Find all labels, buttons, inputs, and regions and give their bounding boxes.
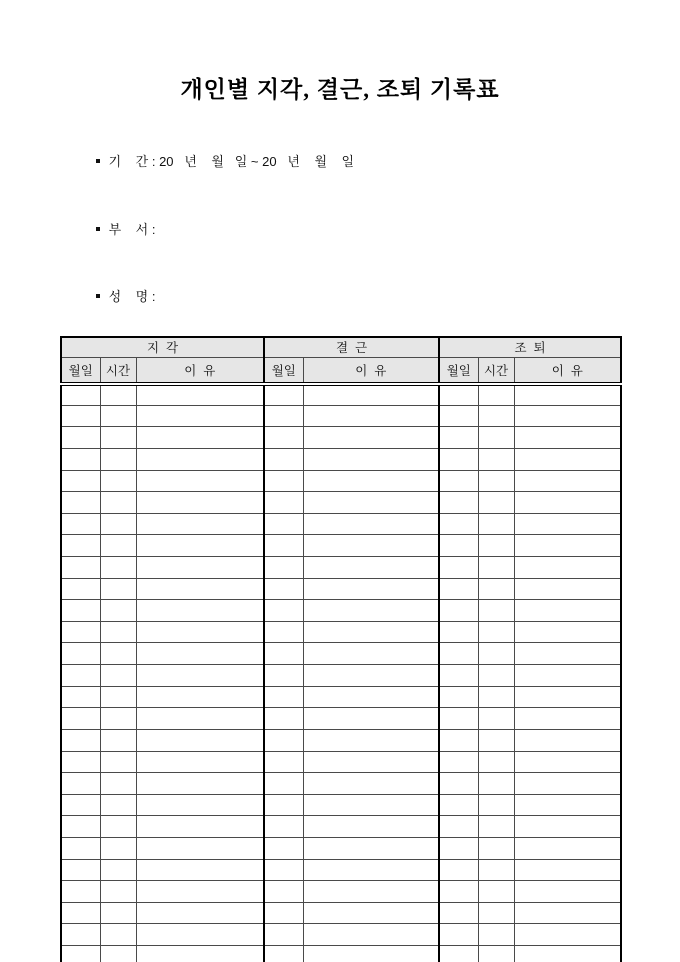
table-row xyxy=(61,902,621,924)
record-cell[interactable] xyxy=(264,643,303,665)
record-cell[interactable] xyxy=(100,881,136,903)
record-cell[interactable] xyxy=(264,729,303,751)
record-cell[interactable] xyxy=(61,816,100,838)
record-cell[interactable] xyxy=(61,600,100,622)
record-cell[interactable] xyxy=(514,816,621,838)
record-cell[interactable] xyxy=(136,578,264,600)
record-cell[interactable] xyxy=(514,729,621,751)
table-row xyxy=(61,686,621,708)
record-cell[interactable] xyxy=(264,600,303,622)
record-cell[interactable] xyxy=(100,837,136,859)
record-cell[interactable] xyxy=(100,665,136,687)
column-header-time: 시간 xyxy=(100,358,136,384)
record-cell[interactable] xyxy=(514,448,621,470)
table-row xyxy=(61,578,621,600)
record-cell[interactable] xyxy=(303,643,439,665)
column-header-date: 월일 xyxy=(439,358,478,384)
record-cell[interactable] xyxy=(478,557,514,579)
record-cell[interactable] xyxy=(61,427,100,449)
record-cell[interactable] xyxy=(439,686,478,708)
record-cell[interactable] xyxy=(61,405,100,427)
record-cell[interactable] xyxy=(61,946,100,962)
record-cell[interactable] xyxy=(303,405,439,427)
record-cell[interactable] xyxy=(478,384,514,406)
bullet-icon xyxy=(96,159,100,163)
table-row xyxy=(61,859,621,881)
record-cell[interactable] xyxy=(478,946,514,962)
record-cell[interactable] xyxy=(100,492,136,514)
record-cell[interactable] xyxy=(136,448,264,470)
record-cell[interactable] xyxy=(61,837,100,859)
record-cell[interactable] xyxy=(61,859,100,881)
record-cell[interactable] xyxy=(478,686,514,708)
column-header-reason: 이 유 xyxy=(136,358,264,384)
table-row xyxy=(61,751,621,773)
info-item-period xyxy=(74,129,620,196)
record-cell[interactable] xyxy=(100,557,136,579)
record-cell[interactable] xyxy=(100,405,136,427)
info-item-name xyxy=(74,263,620,330)
record-cell[interactable] xyxy=(514,946,621,962)
record-cell[interactable] xyxy=(264,773,303,795)
record-cell[interactable] xyxy=(514,405,621,427)
record-cell[interactable] xyxy=(303,924,439,946)
record-cell[interactable] xyxy=(61,448,100,470)
record-cell[interactable] xyxy=(264,902,303,924)
record-cell[interactable] xyxy=(136,557,264,579)
record-cell[interactable] xyxy=(136,859,264,881)
record-cell[interactable] xyxy=(514,708,621,730)
table-row xyxy=(61,621,621,643)
record-cell[interactable] xyxy=(136,427,264,449)
record-cell[interactable] xyxy=(303,946,439,962)
record-cell[interactable] xyxy=(439,535,478,557)
record-cell[interactable] xyxy=(264,751,303,773)
record-cell[interactable] xyxy=(514,686,621,708)
record-cell[interactable] xyxy=(264,665,303,687)
table-row xyxy=(61,427,621,449)
record-cell[interactable] xyxy=(439,513,478,535)
record-cell[interactable] xyxy=(136,729,264,751)
record-cell[interactable] xyxy=(303,902,439,924)
record-cell[interactable] xyxy=(478,492,514,514)
record-cell[interactable] xyxy=(303,621,439,643)
table-row xyxy=(61,881,621,903)
record-cell[interactable] xyxy=(100,600,136,622)
record-cell[interactable] xyxy=(514,773,621,795)
record-cell[interactable] xyxy=(303,470,439,492)
table-row xyxy=(61,816,621,838)
table-row xyxy=(61,535,621,557)
table-row xyxy=(61,837,621,859)
record-cell[interactable] xyxy=(514,427,621,449)
record-cell[interactable] xyxy=(61,557,100,579)
record-cell[interactable] xyxy=(264,881,303,903)
record-cell[interactable] xyxy=(303,729,439,751)
record-cell[interactable] xyxy=(100,427,136,449)
record-cell[interactable] xyxy=(100,448,136,470)
record-cell[interactable] xyxy=(439,405,478,427)
record-cell[interactable] xyxy=(439,448,478,470)
record-cell[interactable] xyxy=(439,665,478,687)
record-cell[interactable] xyxy=(439,902,478,924)
record-cell[interactable] xyxy=(61,492,100,514)
record-cell[interactable] xyxy=(61,621,100,643)
record-cell[interactable] xyxy=(514,492,621,514)
record-cell[interactable] xyxy=(478,708,514,730)
column-header-reason: 이 유 xyxy=(303,358,439,384)
group-header-absence: 결 근 xyxy=(264,337,439,358)
record-cell[interactable] xyxy=(136,708,264,730)
record-cell[interactable] xyxy=(478,837,514,859)
record-cell[interactable] xyxy=(61,881,100,903)
column-header-date: 월일 xyxy=(264,358,303,384)
record-cell[interactable] xyxy=(514,837,621,859)
record-cell[interactable] xyxy=(136,686,264,708)
record-cell[interactable] xyxy=(514,513,621,535)
record-cell[interactable] xyxy=(136,513,264,535)
record-cell[interactable] xyxy=(439,578,478,600)
record-cell[interactable] xyxy=(478,448,514,470)
record-cell[interactable] xyxy=(514,794,621,816)
record-cell[interactable] xyxy=(264,794,303,816)
record-cell[interactable] xyxy=(100,902,136,924)
record-cell[interactable] xyxy=(100,621,136,643)
column-header-reason: 이 유 xyxy=(514,358,621,384)
record-cell[interactable] xyxy=(514,665,621,687)
record-cell[interactable] xyxy=(514,902,621,924)
table-row xyxy=(61,470,621,492)
record-cell[interactable] xyxy=(478,621,514,643)
record-cell[interactable] xyxy=(264,946,303,962)
bullet-icon xyxy=(96,294,100,298)
record-cell[interactable] xyxy=(100,729,136,751)
record-cell[interactable] xyxy=(61,578,100,600)
record-cell[interactable] xyxy=(136,621,264,643)
group-header-tardiness: 지 각 xyxy=(61,337,264,358)
record-cell[interactable] xyxy=(264,686,303,708)
record-cell[interactable] xyxy=(264,513,303,535)
record-cell[interactable] xyxy=(303,773,439,795)
record-cell[interactable] xyxy=(478,405,514,427)
record-cell[interactable] xyxy=(136,773,264,795)
record-cell[interactable] xyxy=(478,665,514,687)
record-cell[interactable] xyxy=(61,470,100,492)
record-cell[interactable] xyxy=(303,600,439,622)
table-row xyxy=(61,384,621,406)
record-cell[interactable] xyxy=(303,751,439,773)
record-cell[interactable] xyxy=(478,513,514,535)
record-cell[interactable] xyxy=(478,924,514,946)
record-cell[interactable] xyxy=(439,492,478,514)
record-cell[interactable] xyxy=(478,470,514,492)
record-cell[interactable] xyxy=(439,427,478,449)
record-cell[interactable] xyxy=(61,729,100,751)
record-cell[interactable] xyxy=(136,492,264,514)
record-cell[interactable] xyxy=(264,427,303,449)
record-cell[interactable] xyxy=(264,816,303,838)
info-item-department xyxy=(74,196,620,263)
bullet-icon xyxy=(96,227,100,231)
record-cell[interactable] xyxy=(514,600,621,622)
record-cell[interactable] xyxy=(303,881,439,903)
record-cell[interactable] xyxy=(100,816,136,838)
table-row xyxy=(61,600,621,622)
table-row xyxy=(61,946,621,962)
record-cell[interactable] xyxy=(439,837,478,859)
record-cell[interactable] xyxy=(264,448,303,470)
record-cell[interactable] xyxy=(264,708,303,730)
record-cell[interactable] xyxy=(439,557,478,579)
record-cell[interactable] xyxy=(478,578,514,600)
record-cell[interactable] xyxy=(61,708,100,730)
record-cell[interactable] xyxy=(61,773,100,795)
record-cell[interactable] xyxy=(478,751,514,773)
group-header-row xyxy=(61,337,621,358)
record-cell[interactable] xyxy=(264,837,303,859)
record-cell[interactable] xyxy=(136,600,264,622)
record-cell[interactable] xyxy=(478,643,514,665)
record-cell[interactable] xyxy=(303,816,439,838)
group-header-early-leave: 조 퇴 xyxy=(439,337,621,358)
record-cell[interactable] xyxy=(514,535,621,557)
table-row xyxy=(61,405,621,427)
table-row xyxy=(61,513,621,535)
record-cell[interactable] xyxy=(264,578,303,600)
record-cell[interactable] xyxy=(303,665,439,687)
record-cell[interactable] xyxy=(478,535,514,557)
record-cell[interactable] xyxy=(61,902,100,924)
record-cell[interactable] xyxy=(136,837,264,859)
table-row xyxy=(61,643,621,665)
record-cell[interactable] xyxy=(61,665,100,687)
record-cell[interactable] xyxy=(136,665,264,687)
record-cell[interactable] xyxy=(478,859,514,881)
record-cell[interactable] xyxy=(61,794,100,816)
record-cell[interactable] xyxy=(478,600,514,622)
record-cell[interactable] xyxy=(303,492,439,514)
record-cell[interactable] xyxy=(264,924,303,946)
record-cell[interactable] xyxy=(61,751,100,773)
table-row xyxy=(61,448,621,470)
record-cell[interactable] xyxy=(136,405,264,427)
record-cell[interactable] xyxy=(303,859,439,881)
table-row xyxy=(61,773,621,795)
record-cell[interactable] xyxy=(100,643,136,665)
record-cell[interactable] xyxy=(100,686,136,708)
record-cell[interactable] xyxy=(439,384,478,406)
table-row xyxy=(61,492,621,514)
record-cell[interactable] xyxy=(303,384,439,406)
info-department-label: 부 서 : xyxy=(108,221,156,237)
record-cell[interactable] xyxy=(303,513,439,535)
record-cell[interactable] xyxy=(136,924,264,946)
record-cell[interactable] xyxy=(100,535,136,557)
record-cell[interactable] xyxy=(264,470,303,492)
column-header-row xyxy=(61,358,621,384)
record-cell[interactable] xyxy=(514,384,621,406)
record-cell[interactable] xyxy=(439,794,478,816)
record-cell[interactable] xyxy=(478,881,514,903)
info-name-label: 성 명 : xyxy=(108,288,156,304)
page-title: 개인별 지각, 결근, 조퇴 기록표 xyxy=(180,77,500,102)
column-header-date: 월일 xyxy=(61,358,100,384)
record-cell[interactable] xyxy=(100,859,136,881)
record-cell[interactable] xyxy=(100,751,136,773)
record-cell[interactable] xyxy=(478,902,514,924)
record-cell[interactable] xyxy=(100,578,136,600)
table-row xyxy=(61,729,621,751)
record-cell[interactable] xyxy=(514,643,621,665)
record-cell[interactable] xyxy=(478,729,514,751)
record-cell[interactable] xyxy=(136,881,264,903)
record-cell[interactable] xyxy=(264,384,303,406)
record-cell[interactable] xyxy=(100,470,136,492)
record-cell[interactable] xyxy=(303,427,439,449)
record-cell[interactable] xyxy=(61,384,100,406)
record-cell[interactable] xyxy=(61,535,100,557)
table-row xyxy=(61,665,621,687)
record-cell[interactable] xyxy=(478,794,514,816)
record-cell[interactable] xyxy=(100,708,136,730)
record-cell[interactable] xyxy=(514,578,621,600)
record-cell[interactable] xyxy=(61,686,100,708)
table-row xyxy=(61,557,621,579)
record-cell[interactable] xyxy=(100,924,136,946)
record-table-body xyxy=(61,384,621,962)
record-cell[interactable] xyxy=(303,794,439,816)
record-cell[interactable] xyxy=(264,405,303,427)
record-cell[interactable] xyxy=(61,924,100,946)
record-cell[interactable] xyxy=(439,751,478,773)
record-cell[interactable] xyxy=(264,859,303,881)
record-cell[interactable] xyxy=(439,470,478,492)
record-cell[interactable] xyxy=(136,751,264,773)
record-cell[interactable] xyxy=(100,384,136,406)
record-cell[interactable] xyxy=(303,535,439,557)
record-cell[interactable] xyxy=(264,492,303,514)
record-cell[interactable] xyxy=(478,816,514,838)
record-cell[interactable] xyxy=(439,621,478,643)
info-list xyxy=(74,129,620,331)
record-cell[interactable] xyxy=(439,708,478,730)
record-cell[interactable] xyxy=(514,621,621,643)
record-cell[interactable] xyxy=(478,773,514,795)
record-cell[interactable] xyxy=(303,686,439,708)
record-table xyxy=(60,336,622,962)
record-cell[interactable] xyxy=(100,773,136,795)
record-cell[interactable] xyxy=(264,557,303,579)
record-cell[interactable] xyxy=(478,427,514,449)
record-cell[interactable] xyxy=(514,470,621,492)
record-cell[interactable] xyxy=(514,881,621,903)
table-row xyxy=(61,924,621,946)
record-cell[interactable] xyxy=(439,773,478,795)
record-cell[interactable] xyxy=(439,643,478,665)
record-cell[interactable] xyxy=(264,621,303,643)
record-cell[interactable] xyxy=(439,859,478,881)
record-cell[interactable] xyxy=(100,513,136,535)
record-cell[interactable] xyxy=(439,881,478,903)
record-cell[interactable] xyxy=(439,924,478,946)
record-cell[interactable] xyxy=(514,924,621,946)
record-cell[interactable] xyxy=(136,816,264,838)
record-cell[interactable] xyxy=(303,837,439,859)
record-cell[interactable] xyxy=(303,578,439,600)
record-cell[interactable] xyxy=(136,794,264,816)
table-row xyxy=(61,794,621,816)
table-row xyxy=(61,708,621,730)
record-cell[interactable] xyxy=(303,708,439,730)
record-cell[interactable] xyxy=(100,794,136,816)
record-table-header xyxy=(61,337,621,384)
record-cell[interactable] xyxy=(439,816,478,838)
record-cell[interactable] xyxy=(303,557,439,579)
record-cell[interactable] xyxy=(514,751,621,773)
record-cell[interactable] xyxy=(303,448,439,470)
info-period-label: 기 간 : 20 년 월 일 ~ 20 년 월 일 xyxy=(108,154,355,170)
record-cell[interactable] xyxy=(136,470,264,492)
record-cell[interactable] xyxy=(136,384,264,406)
record-cell[interactable] xyxy=(61,643,100,665)
record-cell[interactable] xyxy=(136,946,264,962)
record-cell[interactable] xyxy=(136,902,264,924)
record-cell[interactable] xyxy=(100,946,136,962)
record-cell[interactable] xyxy=(439,729,478,751)
column-header-time: 시간 xyxy=(478,358,514,384)
record-cell[interactable] xyxy=(264,535,303,557)
record-cell[interactable] xyxy=(439,600,478,622)
record-cell[interactable] xyxy=(514,557,621,579)
record-cell[interactable] xyxy=(61,513,100,535)
record-cell[interactable] xyxy=(136,643,264,665)
record-cell[interactable] xyxy=(136,535,264,557)
record-cell[interactable] xyxy=(439,946,478,962)
record-cell[interactable] xyxy=(514,859,621,881)
